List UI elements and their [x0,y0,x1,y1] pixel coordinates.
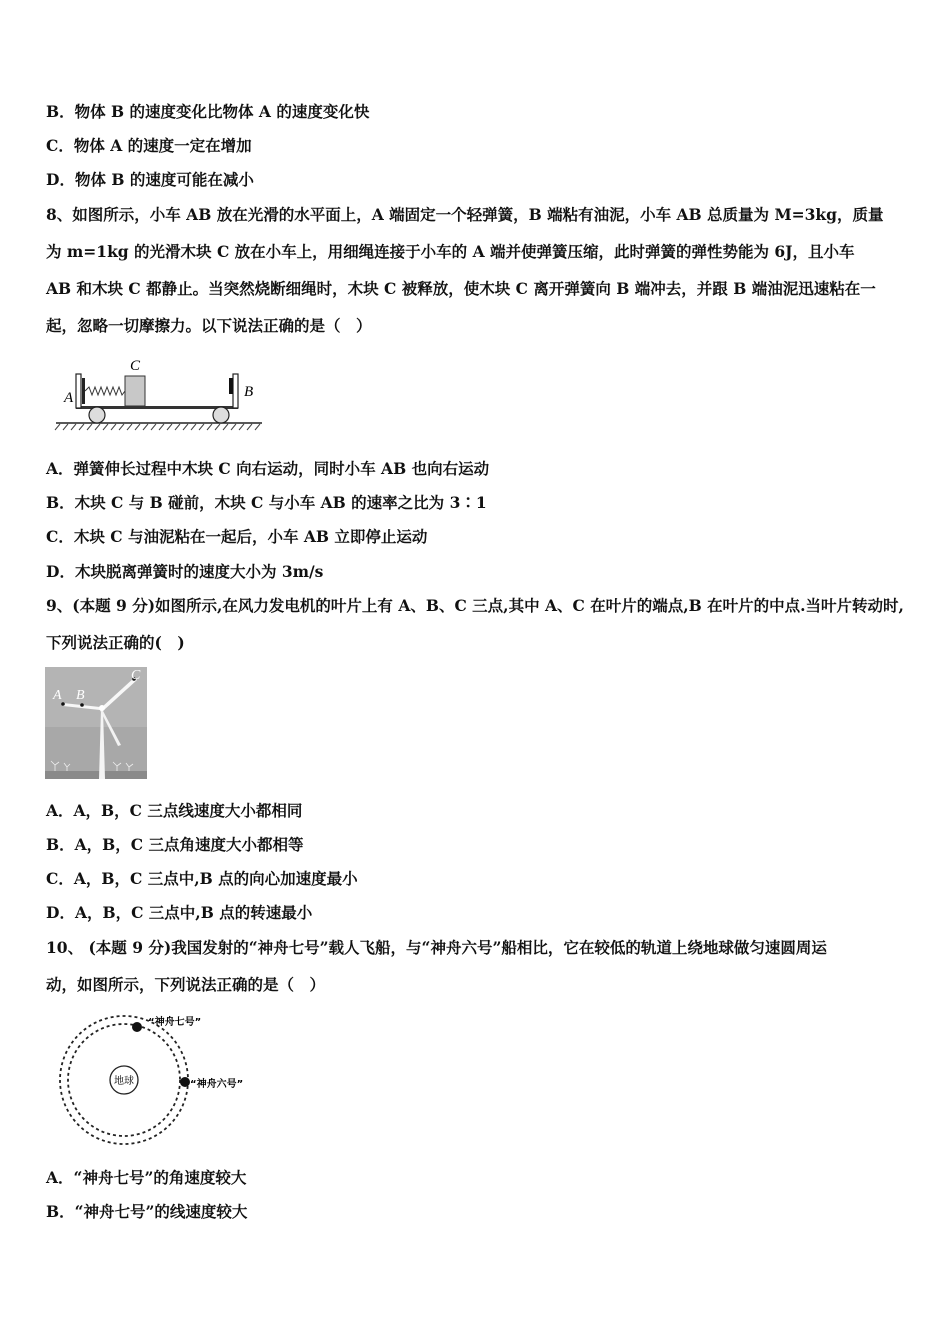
label-c: C [130,358,141,374]
hub [99,705,105,711]
point-a-marker [61,702,65,706]
q7-option-d: D．物体 B 的速度可能在减小 [46,170,254,189]
q8-option-b: B．木块 C 与 B 碰前，木块 C 与小车 AB 的速率之比为 3∶1 [46,493,487,512]
wheel-left [89,407,105,423]
q7-option-b: B．物体 B 的速度变化比物体 A 的速度变化快 [46,102,370,121]
wheel-right [213,407,229,423]
q9-option-d: D．A，B，C 三点中,B 点的转速最小 [46,903,313,922]
shenzhou7-marker [132,1022,142,1032]
wind-turbine-figure [45,667,147,779]
orbits-figure [50,1008,260,1152]
cart-spring-figure [54,352,266,436]
q10-option-b: B．“神舟七号”的线速度较大 [46,1202,248,1221]
shenzhou7-label: “神舟七号” [148,1017,202,1028]
q9-stem-line-2: 下列说法正确的( ) [46,633,185,652]
q9-stem-line-1: 9、(本题 9 分)如图所示,在风力发电机的叶片上有 A、B、C 三点,其中 A、C 在叶片的端点,B 在叶片的中点.当叶片转动时, [46,596,904,615]
label-c: C [131,668,141,683]
shenzhou6-label: “神舟六号” [190,1079,244,1090]
label-b: B [244,384,254,400]
q8-stem-line-3: AB 和木块 C 都静止。当突然烧断细绳时，木块 C 被释放，使木块 C 离开弹簧向 B 端冲去，并跟 B 端油泥迅速粘在一 [46,279,876,298]
end-wall-a [76,374,81,408]
block-c [125,376,145,406]
q8-stem-line-2: 为 m=1kg 的光滑木块 C 放在小车上，用细绳连接于小车的 A 端并使弹簧压缩，此时弹簧的弹性势能为 6J，且小车 [46,242,855,261]
label-a: A [64,390,74,406]
point-b-marker [80,703,84,707]
q7-option-c: C．物体 A 的速度一定在增加 [46,136,252,155]
earth-label: 地球 [114,1076,134,1087]
q10-stem-line-1: 10、 (本题 9 分)我国发射的“神舟七号”载人飞船，与“神舟六号”船相比，它在较低的轨道上绕地球做匀速圆周运 [46,938,827,957]
q8-stem-line-4: 起，忽略一切摩擦力。以下说法正确的是（ ） [46,316,372,335]
q8-option-c: C．木块 C 与油泥粘在一起后，小车 AB 立即停止运动 [46,527,428,546]
q10-stem-line-2: 动，如图所示，下列说法正确的是（ ） [46,975,326,994]
spring-plate [82,378,85,404]
shenzhou6-marker [180,1077,190,1087]
q9-option-c: C．A，B，C 三点中,B 点的向心加速度最小 [46,869,358,888]
spring [85,387,125,395]
q8-option-d: D．木块脱离弹簧时的速度大小为 3m/s [46,562,324,581]
q9-option-b: B．A，B，C 三点角速度大小都相等 [46,835,304,854]
label-b: B [76,688,85,703]
q8-option-a: A．弹簧伸长过程中木块 C 向右运动，同时小车 AB 也向右运动 [46,459,490,478]
q8-stem-line-1: 8、如图所示，小车 AB 放在光滑的水平面上，A 端固定一个轻弹簧，B 端粘有油泥，小车 AB 总质量为 M=3kg，质量 [46,205,884,224]
end-wall-b [233,374,238,408]
putty [229,378,233,394]
q10-option-a: A．“神舟七号”的角速度较大 [46,1168,247,1187]
q9-option-a: A．A，B，C 三点线速度大小都相同 [46,801,303,820]
label-a: A [53,688,62,703]
ground-line [55,423,262,430]
